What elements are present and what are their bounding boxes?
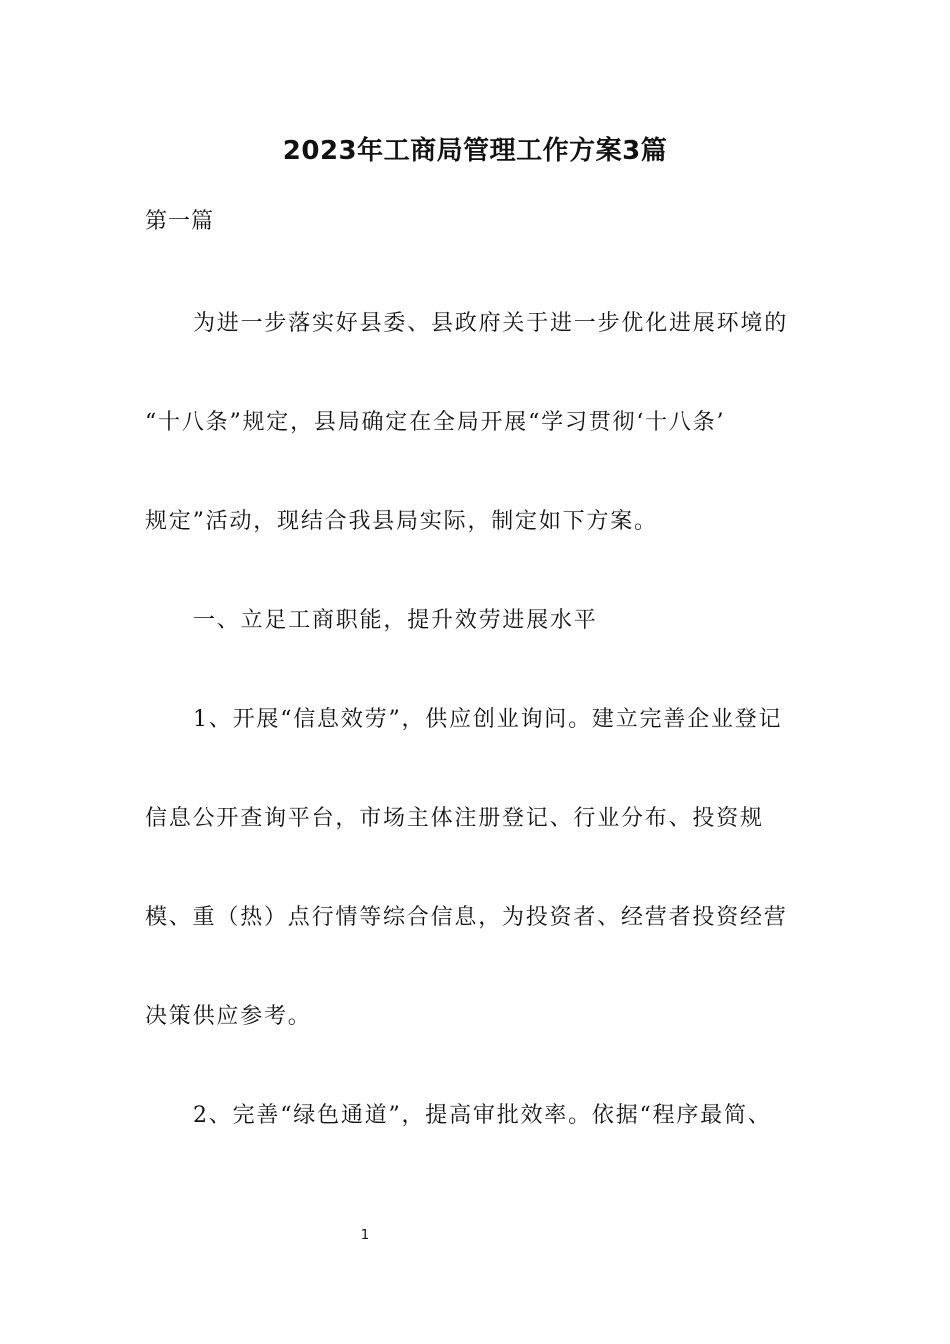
page-number: 1: [360, 1228, 370, 1243]
paragraph-line-5: 信息公开查询平台，市场主体注册登记、行业分布、投资规: [145, 806, 764, 831]
paragraph-line-2: “十八条”规定，县局确定在全局开展“学习贯彻‘十八条’: [145, 410, 726, 435]
paragraph-line-3: 规定”活动，现结合我县局实际，制定如下方案。: [145, 509, 658, 534]
document-title: 2023年工商局管理工作方案3篇: [282, 136, 668, 166]
paragraph-line-7: 决策供应参考。: [145, 1004, 312, 1029]
section-label: 第一篇: [145, 209, 215, 234]
paragraph-line-4: 1、开展“信息效劳”，供应创业询问。建立完善企业登记: [193, 707, 783, 732]
section-heading: 一、立足工商职能，提升效劳进展水平: [193, 608, 598, 633]
paragraph-line-8: 2、完善“绿色通道”，提高审批效率。依据“程序最简、: [193, 1103, 772, 1128]
paragraph-line-1: 为进一步落实好县委、县政府关于进一步优化进展环境的: [193, 311, 789, 336]
paragraph-line-6: 模、重（热）点行情等综合信息，为投资者、经营者投资经营: [145, 905, 788, 930]
